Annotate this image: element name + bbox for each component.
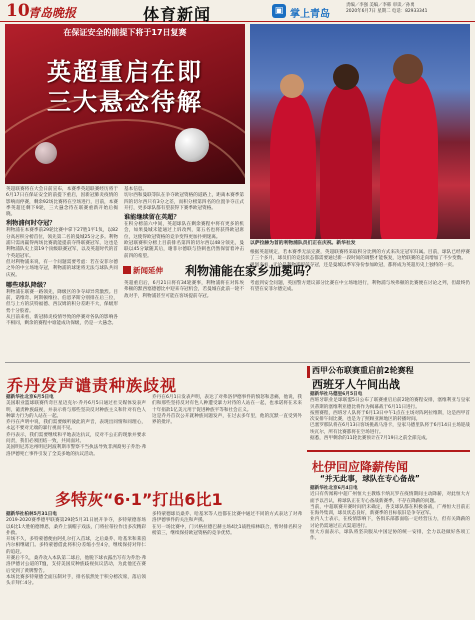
tag-label: 新闻延伸 [133,266,163,275]
article-paragraph: 从目前来看，新冠肺炎疫情导致的停赛对各队的影响各不相同，剩余的赛程中谁能成功保级，仍是一大悬念。 [6,315,118,327]
player-figure [380,74,438,239]
article-paragraph: 根据英超规定，若本赛季无法完赛，英超联赛将采取积分比例的方式来决定冠军归属。目前，球队已经停赛了三个多月，球员们的竞技状态都需要通过新一段时间的调整才能恢复，这给联赛的走向增加了不少变数。 [250,250,470,262]
banner-title-line2: 三大悬念待解 [47,88,203,116]
article-paragraph: 据悉，西甲剩余的11轮比赛预计在7月19日之前全部完成。 [310,436,431,442]
edit-info-line1: 责编／李强 美编／李韩 审读／孙勇 [346,3,415,8]
section-title: 体育新闻 [143,5,212,24]
article-paragraph: 乔丹在声明中说，我们需要倾听彼此的声音，表现出同情和同理心，永远不要对无端的暴行视而不见。 [6,420,146,432]
article-paragraph: 在另一场比赛中，门兴格拉德巴赫主场4比1战胜柏林联合，暂时排名积分榜第三，继续保持欧冠资格的竞争优势。 [152,524,302,536]
article-paragraph: 基本信息。 [124,187,147,192]
article-column-1 [6,187,118,328]
article-paragraph: 美国明尼苏达州明尼阿波利斯市警察不当执法导致非洲裔男子乔治·弗洛伊德死亡事件引发了全美多地的抗议活动。 [6,445,146,457]
page-number: 10 [6,1,30,21]
banner-title-line1: 英超重启在即 [47,58,203,86]
liverpool-celebration-photo [250,24,470,239]
edit-info-line2: 2020年6月7日 星期二 电话：82933341 [346,9,428,14]
article-paragraph: 英超重启后，6月21日将有34轮赛事，利物浦将在对阵埃弗顿的默西塞德德比中迎来夺冠机会，若曼城在此前一轮不敌对手，利物浦甚至可能在客场提前夺冠。 [124,281,244,299]
subhead-salary: “并无此事，球队在专心备战” [320,474,420,483]
player-figure [320,84,372,239]
article-paragraph: 巴塞罗那队将在6月13日客场挑战马洛卡，皇家马德里队将于6月14日主场迎战埃瓦尔，所有比赛都将在空场进行。 [310,423,470,435]
headline-liverpool-home: 利物浦能在家乡加冕吗？ [185,264,318,278]
photo-caption [250,241,470,247]
subheading-liverpool: 利物浦何时夺冠？ [6,220,56,228]
article-paragraph: 开场不久，多特蒙德便由阿扎尔打入首球，之后桑乔、哈基米和莱茵内尔相继破门。多特蒙德借此将积分差缩小至4分，继续保持对拜仁的追赶。 [6,537,146,555]
article-paragraph: 但对利物浦来说，有一个问题需要考虑：若在安菲尔德之外的中立场地夺冠，利物浦的球迷将无法与球队共同庆祝。 [6,259,118,278]
article-dateline: 据新华社柏林5月31日电 [6,512,57,517]
article-dateline: 据新华社北京6月4日电 [310,486,358,491]
article-paragraph: 利物浦在联赛一路领先，降级区的争夺却异常激烈。目前，诺维奇、阿斯顿维拉、伯恩茅斯分别排在后三位，但与上方的沃特福德、西汉姆的积分差距不大，保级形势十分胶着。 [6,289,118,314]
subheading-stay: 谁能继续留在英超？ [124,214,180,222]
headline-jordan: 乔丹发声谴责种族歧视 [7,376,178,395]
extension-column-right [250,281,470,294]
page-header [0,0,475,22]
tag-square-icon [123,266,131,274]
article-dateline: 据新华社马德里6月5日电 [310,392,363,397]
section-divider [5,362,470,363]
article-middle-column-lower [152,512,302,537]
subhead-laliga: 西甲公布联赛重启前2轮赛程 [312,366,414,375]
article-intro: 英超联赛将在大会日前宣布，本赛季英超联赛经历将于6月17日在保证安全的前提下重启，因新冠肺炎疫情的影响而停赛，剩余92场比赛将在空场进行，目前，本赛季英超还剩下9轮，三大悬念待在联赛重新开始后揭晓。 [6,187,118,218]
article-paragraph: 在积分榜前六中间，英超球队在剩余赛程中将有更多的机会，如果曼城未能通过上诉改判，第五名也将获得欧冠席位，这使得欧冠资格的竞争变得更加扑朔迷离。 [124,222,244,240]
headline-salary: 杜伊回应降薪传闻 [312,460,409,474]
article-paragraph: 当前，中超联赛开赛时间仍未确定，各支球队都在积极备战，广州恒大目前正在海外集训，球员状态良好，新赛季的目标依旧是争夺冠军。 [310,504,470,517]
article-dateline: 据新华社北京6月5日电 [6,395,54,400]
headline-laliga: 西班牙人午间出战 [312,378,400,391]
article-paragraph: 切尔西和曼联等队在争夺欧冠资格的道路上，距离本赛季第四的切尔西只有3分之差，而积分榜第四名的位置争夺正式开打，更多球队都有望获得下赛季欧冠资格。 [124,193,244,211]
subheading-relegation: 哪些球队降级？ [6,281,50,289]
article-paragraph: 美国职业篮球联赛传奇巨星迈克尔·乔丹6月5日通过社交媒体发表声明，谴责种族歧视，并表示将与那些坚决反对种族主义和针对有色人种暴力行为的人站在一起。 [6,401,146,419]
paper-name: 青岛晚报 [28,6,77,20]
article-paragraph: 按照赛程，西班牙人队将于6月13日中午1点在主场对阵阿拉维斯，这是西甲首次安排午间比赛，也是为了照顾亚洲地区的转播时间。 [310,410,470,423]
player-head [333,64,359,90]
article-paragraph: 2019-2020赛季德甲联赛第29轮5月31日展开争夺，多特蒙德客场以6比1大胜帕德博恩，桑乔上演帽子戏法，门将拉蒂拉作出多次精彩扑救。 [6,518,146,536]
edit-info [346,3,474,15]
article-paragraph: 利物浦在本赛季前29轮比赛中拿下27胜1平1负，以82分高居积分榜首位，领先第二名的曼城25分之多。利物浦只需再赢得两场比赛就能提前夺得联赛冠军，这也是利物浦队史上第19个顶级联赛冠军，以及英超时代的首个英超冠军。 [6,228,118,259]
article-paragraph: 恒大方面表示，球队将坚决服从中国足协的统一安排，全力以赴做好各项工作。 [310,530,470,542]
extension-column-left [124,281,244,300]
football-icon [35,142,57,164]
headline-banner [5,24,245,184]
article-column-2 [124,187,244,260]
player-head [393,54,423,84]
article-dortmund [6,512,146,588]
football-icon [175,128,209,162]
article-paragraph: 乔丹在6月1日发表声明，表达了对弗洛伊德事件的愤怒和悲痛，他说，我们和那些坚持反对有色人种遭受暴力对待的人站在一起，也承诺将在未来十年捐款1亿美元用于促进种族平等和社会正义。 [152,395,302,413]
article-paragraph: 开赛后不久，桑乔攻入本队第二球后，他脱下球衣露出写有为乔治·弗洛伊德讨公道的T恤，支持美国反种族歧视抗议活动，为此他还在赛后受到了黄牌警告。 [6,556,146,574]
article-paragraph: 考虑到安全问题，英国警方建议部分比赛在中立场地进行，利物浦与埃弗顿的比赛便在讨论之列，但最终仍有望在安菲尔德完成。 [250,281,470,293]
player-figure [270,94,316,239]
article-paragraph: 近日有传闻称中超广州恒大主教练卡纳瓦罗在疫情期间主动降薪，对此恒大方面予以否认，称球队正在专心备战新赛季，不存在降薪的问题。 [310,492,470,504]
banner-subtitle: 在保证安全的前提下将于17日复赛 [63,28,187,37]
article-paragraph: 西班牙职业足球联盟5日公布了联赛重启后前2轮的赛程安排，塞维利亚与皇家贝蒂斯的塞维利亚德比将作为揭幕战于6月11日进行。 [310,398,470,410]
app-name: 掌上青岛 [290,9,330,20]
accent-bar [307,366,310,378]
photo-caption-text: 以萨拉赫为首的利物浦队员们正在庆祝。新华社发 [250,241,356,246]
section-divider [307,450,470,452]
article-paragraph: 多特蒙德球员桑乔、哈基米等人也都在比赛中通过不同的方式表达了对弗洛伊德事件的关注和声援。 [152,512,302,524]
article-paragraph: 业内人士表示，在疫情影响下，各俱乐部都面临一定经营压力，但有关降薪的讨论仍需通过正式渠道进行。 [310,517,470,529]
article-paragraph: 欧冠联赛积分榜上目前排名第四的切尔西以48分领先，曼联以45分紧随其后，谢菲尔德联与热刺也仍然保留着冲击前四的希望。 [124,241,244,259]
article-salary [310,486,470,543]
article-paragraph: 规划来看，无论是利物浦提前夺冠，还是曼城以季军身份参加欧冠，都将成为英超历史上独特的一页。 [250,262,457,268]
app-logo-icon: ▣ [272,4,286,18]
article-middle-column [152,395,302,426]
article-jordan [6,395,146,458]
article-paragraph: 乔丹表示，我们需要继续和平地表达抗议，反对不公正的现象并要求问责，我们必须团结一致，共同面对。 [6,432,146,445]
article-paragraph: 这是乔丹首次公开就种族问题发声，在过去多年里，他的沉默一直受到外界的批评。 [152,413,302,426]
article-paragraph: 本场比赛多特蒙德全面压制对手，排名依然处于积分榜次席，落后领头羊拜仁4分。 [6,574,146,587]
headline-dortmund: 多特灰“6·1”打出6比1 [55,490,223,509]
player-head [280,74,304,98]
article-laliga [310,392,470,442]
